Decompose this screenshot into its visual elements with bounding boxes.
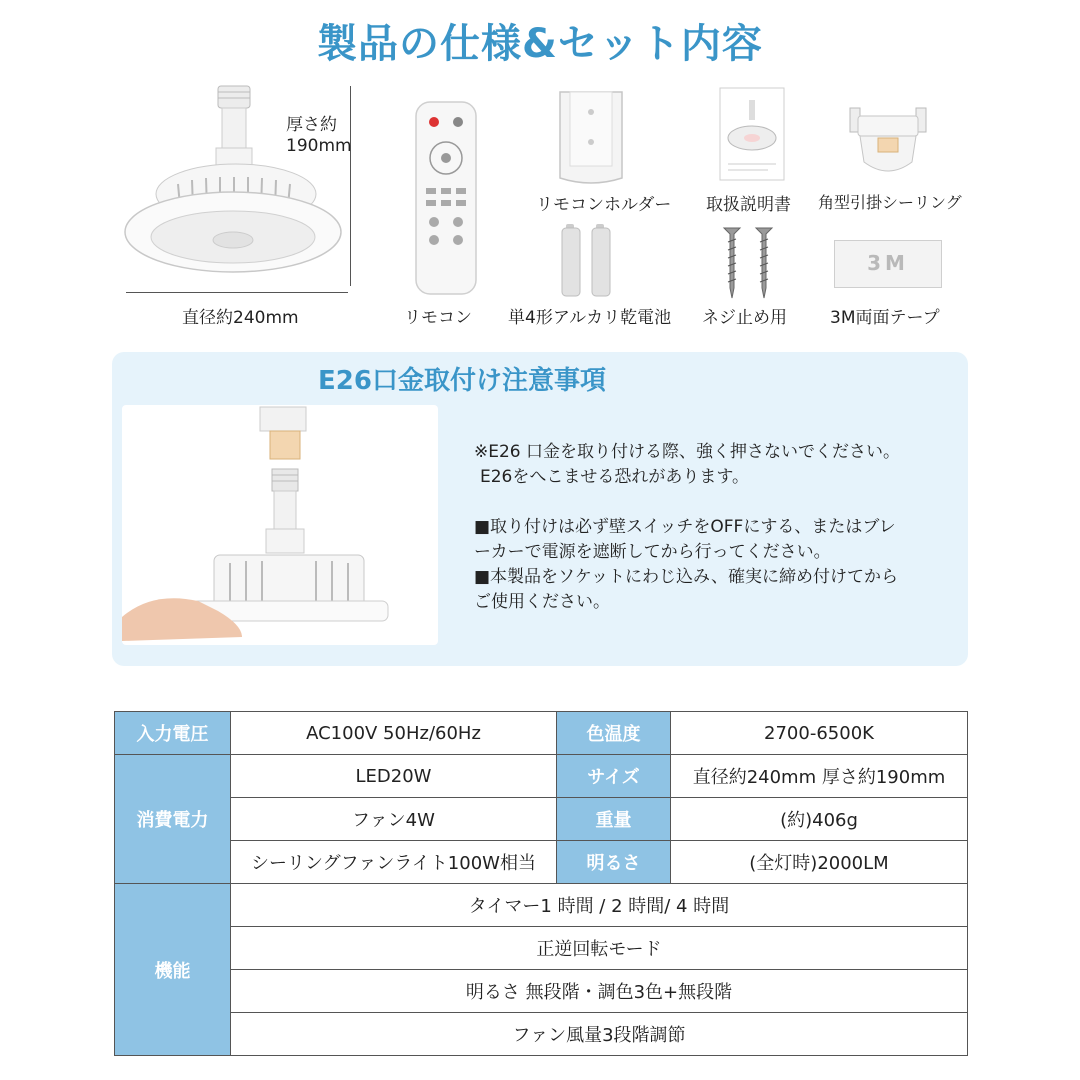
table-row xyxy=(115,798,968,841)
feature-item: ファン風量3段階調節 xyxy=(231,1013,968,1056)
features-header: 機能 xyxy=(115,884,231,1056)
notice-text xyxy=(474,440,954,615)
notice-line: ■取り付けは必ず壁スイッチをOFFにする、またはブレ xyxy=(474,517,896,537)
manual-image xyxy=(718,86,786,182)
feature-item: 明るさ 無段階・調色3色+無段階 xyxy=(231,970,968,1013)
table-row xyxy=(115,884,968,927)
notice-line: E26をへこませる恐れがあります。 xyxy=(480,467,750,487)
table-row xyxy=(115,841,968,884)
size-header: サイズ xyxy=(557,755,671,798)
power-equiv-value: シーリングファンライト100W相当 xyxy=(231,841,557,884)
brightness-value: (全灯時)2000LM xyxy=(671,841,968,884)
batteries-label: 単4形アルカリ乾電池 xyxy=(508,308,672,328)
ceiling-adapter-label: 角型引掛シーリング xyxy=(818,193,962,212)
installation-photo xyxy=(122,405,438,645)
ceiling-adapter-image xyxy=(848,104,928,186)
remote-holder-label: リモコンホルダー xyxy=(536,195,672,215)
remote-holder-image xyxy=(556,88,626,188)
table-row xyxy=(115,1013,968,1056)
diameter-dimension-line xyxy=(126,292,348,293)
tape-image xyxy=(834,240,942,288)
color-temp-header: 色温度 xyxy=(557,712,671,755)
notice-line: ■本製品をソケットにわじ込み、確実に締め付けてから xyxy=(474,567,899,587)
brightness-header: 明るさ xyxy=(557,841,671,884)
notice-line: ご使用ください。 xyxy=(474,592,610,612)
spec-table xyxy=(114,711,968,1056)
tape-print: 3M xyxy=(867,251,909,275)
color-temp-value: 2700-6500K xyxy=(671,712,968,755)
input-voltage-value: AC100V 50Hz/60Hz xyxy=(231,712,557,755)
notice-title: E26口金取付け注意事項 xyxy=(318,366,606,396)
table-row xyxy=(115,927,968,970)
table-row xyxy=(115,712,968,755)
manual-label: 取扱説明書 xyxy=(706,195,791,215)
power-header: 消費電力 xyxy=(115,755,231,884)
power-led-value: LED20W xyxy=(231,755,557,798)
remote-label: リモコン xyxy=(404,308,472,328)
thickness-dimension-line xyxy=(350,86,351,286)
installation-illustration xyxy=(122,405,438,645)
remote-control-image xyxy=(414,100,478,296)
input-voltage-header: 入力電圧 xyxy=(115,712,231,755)
screws-label: ネジ止め用 xyxy=(702,308,787,328)
thickness-value: 190mm xyxy=(286,136,352,156)
page-title: 製品の仕様&セット内容 xyxy=(317,21,763,67)
weight-header: 重量 xyxy=(557,798,671,841)
notice-line: ※E26 口金を取り付ける際、強く押さないでください。 xyxy=(474,442,901,462)
power-fan-value: ファン4W xyxy=(231,798,557,841)
diameter-label: 直径約240mm xyxy=(182,308,299,328)
weight-value: (約)406g xyxy=(671,798,968,841)
screws-image xyxy=(716,226,780,300)
table-row xyxy=(115,970,968,1013)
notice-line: ーカーで電源を遮断してから行ってください。 xyxy=(474,542,831,562)
batteries-image xyxy=(558,224,618,298)
thickness-label: 厚さ約 xyxy=(286,115,337,135)
feature-item: 正逆回転モード xyxy=(231,927,968,970)
size-value: 直径約240mm 厚さ約190mm xyxy=(671,755,968,798)
feature-item: タイマー1 時間 / 2 時間/ 4 時間 xyxy=(231,884,968,927)
tape-label: 3M両面テープ xyxy=(830,308,940,328)
table-row xyxy=(115,755,968,798)
